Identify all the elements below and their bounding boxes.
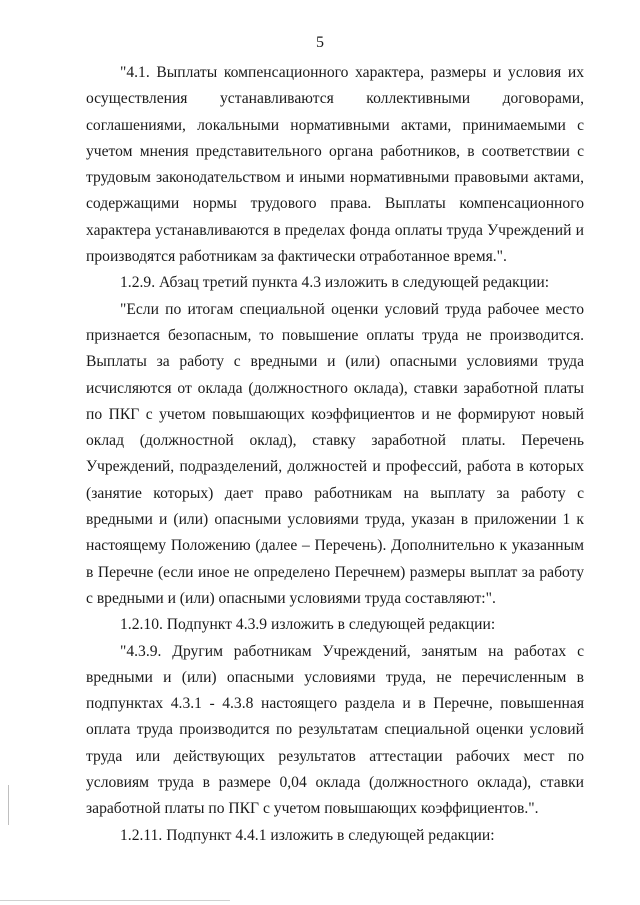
scan-bottom-mark: [0, 900, 230, 901]
paragraph-4-3-9: "4.3.9. Другим работникам Учреждений, занятым на работах с вредными и (или) опасными условиями труда, не перечисленным в подпунктах 4.3.1 - 4.3.8 настоящего раздела и в Перечне, повышенная оплата труда производится по результатам специальной оценки условий труда или действующих результатов аттестации рабочих мест по условиям труда в размере 0,04 оклада (должностного оклада), ставки заработной платы по ПКГ с учетом повышающих коэффициентов.".: [86, 642, 584, 818]
scan-edge-mark: [8, 785, 9, 825]
paragraph-4-3-text: "Если по итогам специальной оценки условий труда рабочее место признается безопасным, то повышение оплаты труда не производится. Выплаты за работу с вредными и (или) опасными условиями труда исчисляются от оклада (должностного оклада), ставки заработной платы по ПКГ с учетом повышающих коэффициентов и не формируют новый оклад (должностной оклад), ставку заработной платы. Перечень Учреждений, подразделений, должностей и профессий, работа в которых (занятие которых) дает право работникам на выплату за работу с вредными и (или) опасными условиями труда, указан в приложении 1 к настоящему Положению (далее – Перечень). Дополнительно к указанным в Перечне (если иное не определено Перечнем) размеры выплат за работу с вредными и (или) опасными условиями труда составляют:".: [86, 300, 584, 607]
paragraph-1-2-11: 1.2.11. Подпункт 4.4.1 изложить в следующей редакции:: [120, 826, 495, 844]
paragraph-1-2-10: 1.2.10. Подпункт 4.3.9 изложить в следующей редакции:: [120, 616, 496, 634]
document-body: [86, 60, 584, 849]
paragraph-4-1: "4.1. Выплаты компенсационного характера, размеры и условия их осуществления устанавливаются коллективными договорами, соглашениями, локальными нормативными актами, принимаемыми с учетом мнения представительного органа работников, в соответствии с трудовым законодательством и иными нормативными правовыми актами, содержащими нормы трудового права. Выплаты компенсационного характера устанавливаются в пределах фонда оплаты труда Учреждений и производятся работникам за фактически отработанное время.".: [86, 64, 584, 266]
paragraph-1-2-9: 1.2.9. Абзац третий пункта 4.3 изложить в следующей редакции:: [120, 274, 550, 292]
page-number: 5: [316, 34, 324, 51]
